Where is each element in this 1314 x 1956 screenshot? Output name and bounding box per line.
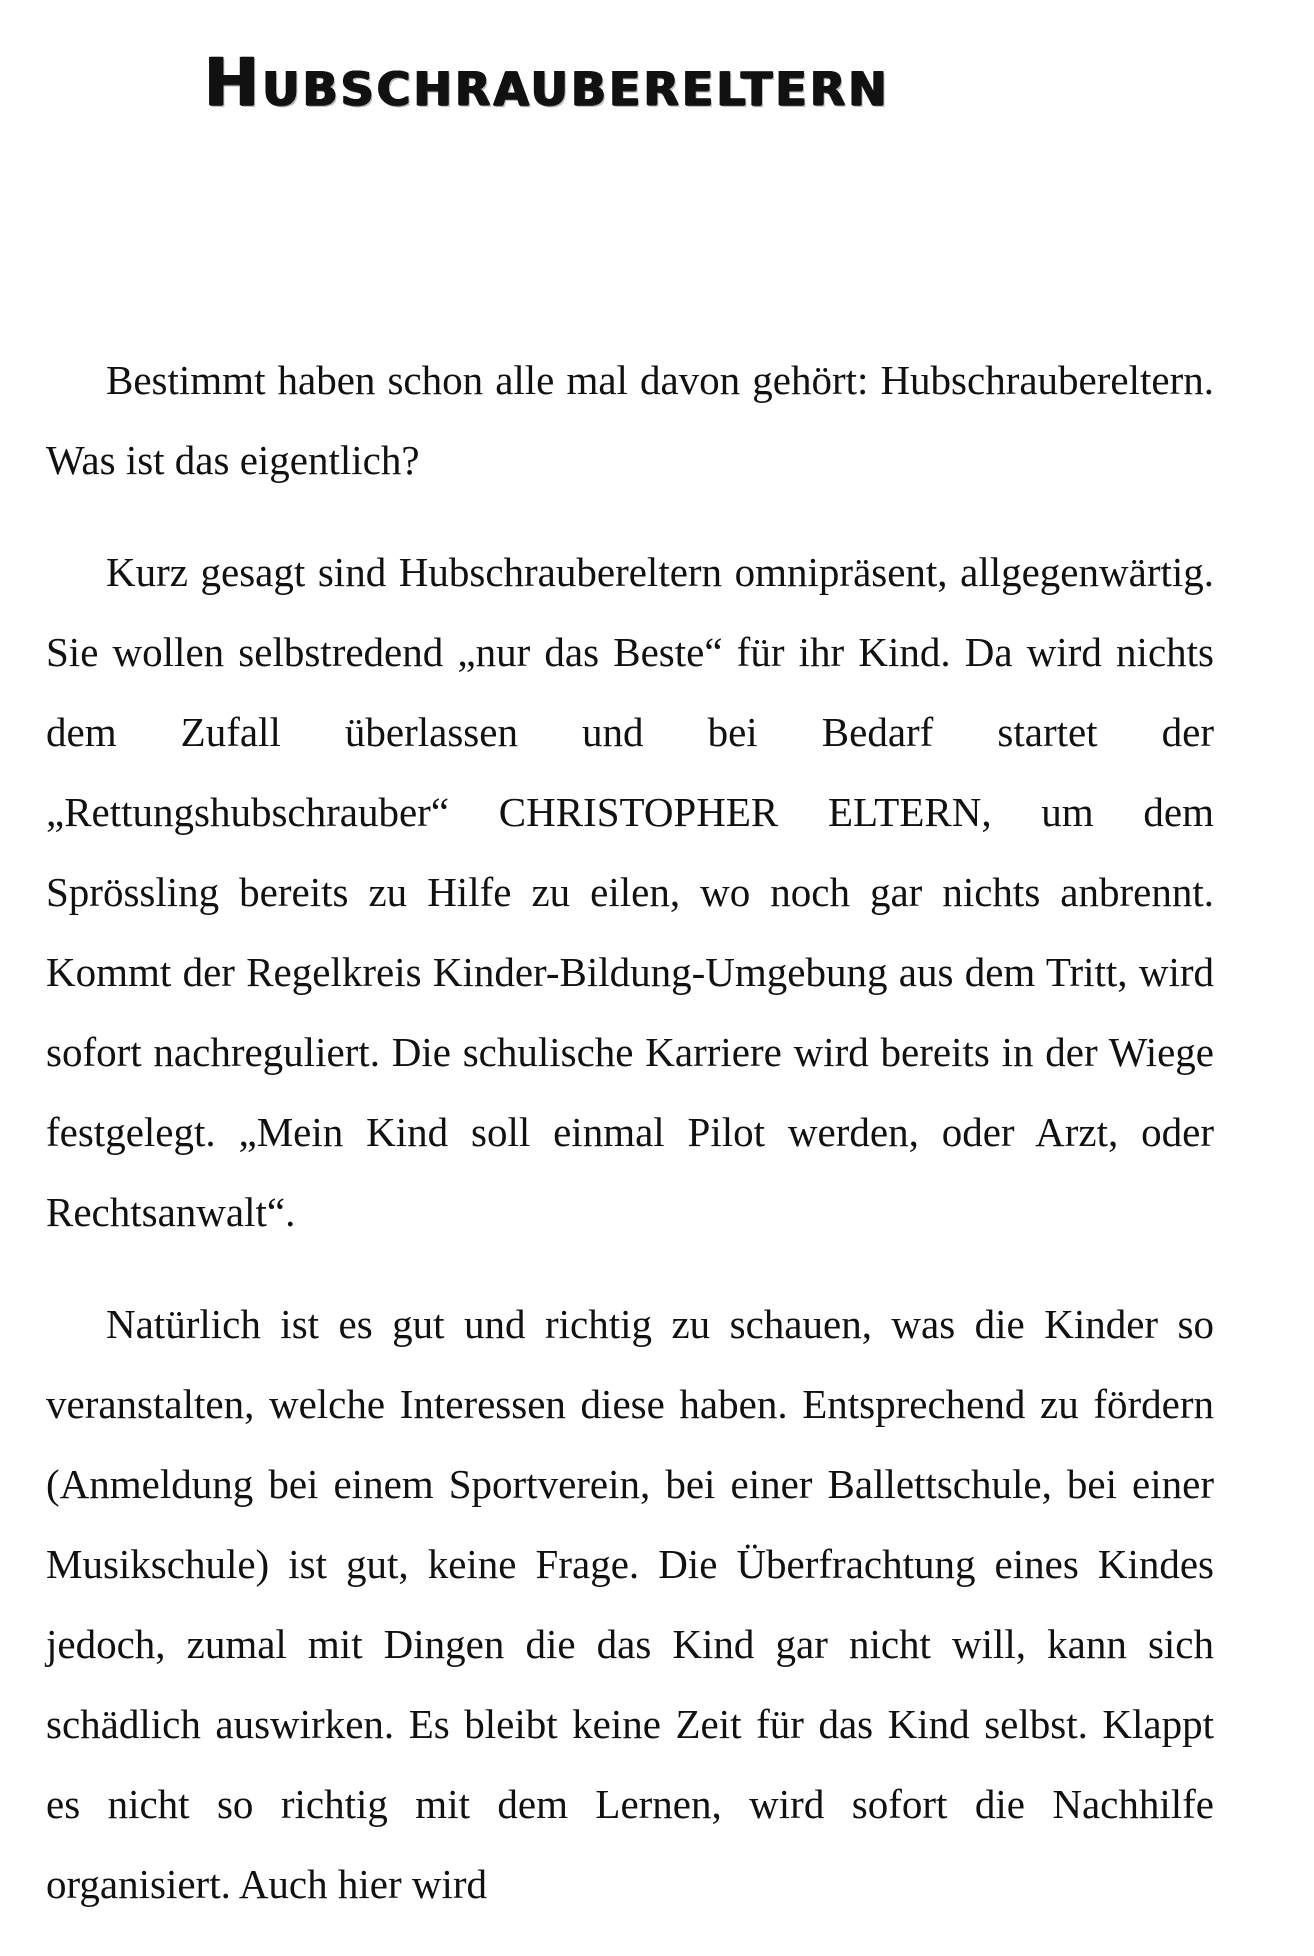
paragraph: Bestimmt haben schon alle mal davon gehört: Hubschraubereltern. Was ist das eigentlich?: [46, 357, 1214, 483]
title-container: [204, 38, 1054, 128]
document-body: [46, 340, 1214, 1956]
document-title: Hubschraubereltern: [204, 44, 890, 121]
paragraph: Kurz gesagt sind Hubschraubereltern omnipräsent, allgegenwärtig. Sie wollen selbstredend „nur das Beste“ für ihr Kind. Da wird nichts dem Zufall überlassen und bei Bedarf startet der „Rettungshubschrauber“ CHRISTOPHER ELTERN, um dem Sprössling bereits zu Hilfe zu eilen, wo noch gar nichts anbrennt. Kommt der Regelkreis Kinder-Bildung-Umgebung aus dem Tritt, wird sofort nachreguliert. Die schulische Karriere wird bereits in der Wiege festgelegt. „Mein Kind soll einmal Pilot werden, oder Arzt, oder Rechtsanwalt“.: [46, 549, 1214, 1235]
paragraph: Natürlich ist es gut und richtig zu schauen, was die Kinder so veranstalten, welche Interessen diese haben. Entsprechend zu fördern (Anmeldung bei einem Sportverein, bei einer Ballettschule, bei einer Musikschule) ist gut, keine Frage. Die Überfrachtung eines Kindes jedoch, zumal mit Dingen die das Kind gar nicht will, kann sich schädlich auswirken. Es bleibt keine Zeit für das Kind selbst. Klappt es nicht so richtig mit dem Lernen, wird sofort die Nachhilfe organisiert. Auch hier wird: [46, 1301, 1214, 1907]
